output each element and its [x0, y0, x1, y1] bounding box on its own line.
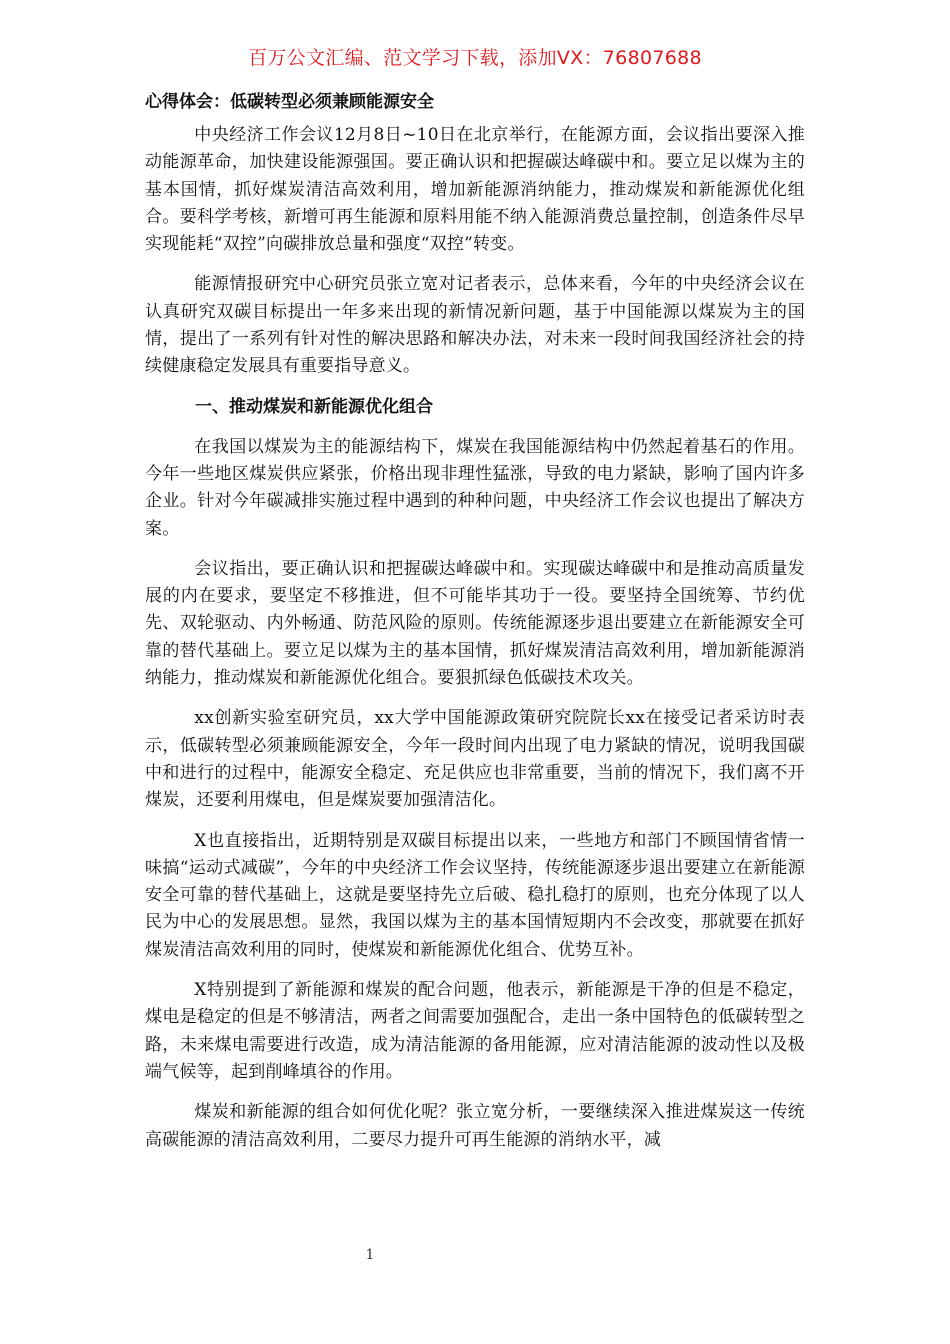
- paragraph: xx创新实验室研究员，xx大学中国能源政策研究院院长xx在接受记者采访时表示，低碳转型必须兼顾能源安全，今年一段时间内出现了电力紧缺的情况，说明我国碳中和进行的过程中，能源安全稳定、充足供应也非常重要，当前的情况下，我们离不开煤炭，还要利用煤电，但是煤炭要加强清洁化。: [145, 708, 805, 811]
- section-heading: 一、推动煤炭和新能源优化组合: [195, 396, 433, 417]
- page-number: 1: [365, 1247, 375, 1263]
- paragraph: 中央经济工作会议12月8日~10日在北京举行，在能源方面，会议指出要深入推动能源革命，加快建设能源强国。要正确认识和把握碳达峰碳中和。要立足以煤为主的基本国情，抓好煤炭清洁高效利用，增加新能源消纳能力，推动煤炭和新能源优化组合。要科学考核，新增可再生能源和原料用能不纳入能源消费总量控制，创造条件尽早实现能耗“双控”向碳排放总量和强度“双控”转变。: [145, 125, 805, 255]
- paragraph: 能源情报研究中心研究员张立宽对记者表示，总体来看，今年的中央经济会议在认真研究双碳目标提出一年多来出现的新情况新问题，基于中国能源以煤炭为主的国情，提出了一系列有针对性的解决思路和解决办法，对未来一段时间我国经济社会的持续健康稳定发展具有重要指导意义。: [145, 274, 805, 377]
- document-title: 心得体会：低碳转型必须兼顾能源安全: [145, 92, 434, 112]
- paragraph: 煤炭和新能源的组合如何优化呢？张立宽分析，一要继续深入推进煤炭这一传统高碳能源的清洁高效利用，二要尽力提升可再生能源的消纳水平，减: [145, 1102, 805, 1150]
- paragraph: 会议指出，要正确认识和把握碳达峰碳中和。实现碳达峰碳中和是推动高质量发展的内在要求，要坚定不移推进，但不可能毕其功于一役。要坚持全国统筹、节约优先、双轮驱动、内外畅通、防范风险的原则。传统能源逐步退出要建立在新能源安全可靠的替代基础上。要立足以煤为主的基本国情，抓好煤炭清洁高效利用，增加新能源消纳能力，推动煤炭和新能源优化组合。要狠抓绿色低碳技术攻关。: [145, 558, 805, 689]
- paragraph: 在我国以煤炭为主的能源结构下，煤炭在我国能源结构中仍然起着基石的作用。今年一些地区煤炭供应紧张，价格出现非理性猛涨，导致的电力紧缺，影响了国内许多企业。针对今年碳减排实施过程中遇到的种种问题，中央经济工作会议也提出了解决方案。: [145, 436, 805, 539]
- paragraph: X也直接指出，近期特别是双碳目标提出以来，一些地方和部门不顾国情省情一味搞“运动式减碳”，今年的中央经济工作会议坚持，传统能源逐步退出要建立在新能源安全可靠的替代基础上，这就是要坚持先立后破、稳扎稳打的原则，也充分体现了以人民为中心的发展思想。显然，我国以煤为主的基本国情短期内不会改变，那就要在抓好煤炭清洁高效利用的同时，使煤炭和新能源优化组合、优势互补。: [145, 830, 805, 960]
- document-body: [145, 122, 805, 1167]
- paragraph: X特别提到了新能源和煤炭的配合问题，他表示，新能源是干净的但是不稳定，煤电是稳定的但是不够清洁，两者之间需要加强配合，走出一条中国特色的低碳转型之路，未来煤电需要进行改造，成为清洁能源的备用能源，应对清洁能源的波动性以及极端气候等，起到削峰填谷的作用。: [145, 980, 805, 1082]
- promo-banner: 百万公文汇编、范文学习下载，添加VX：76807688: [248, 47, 702, 69]
